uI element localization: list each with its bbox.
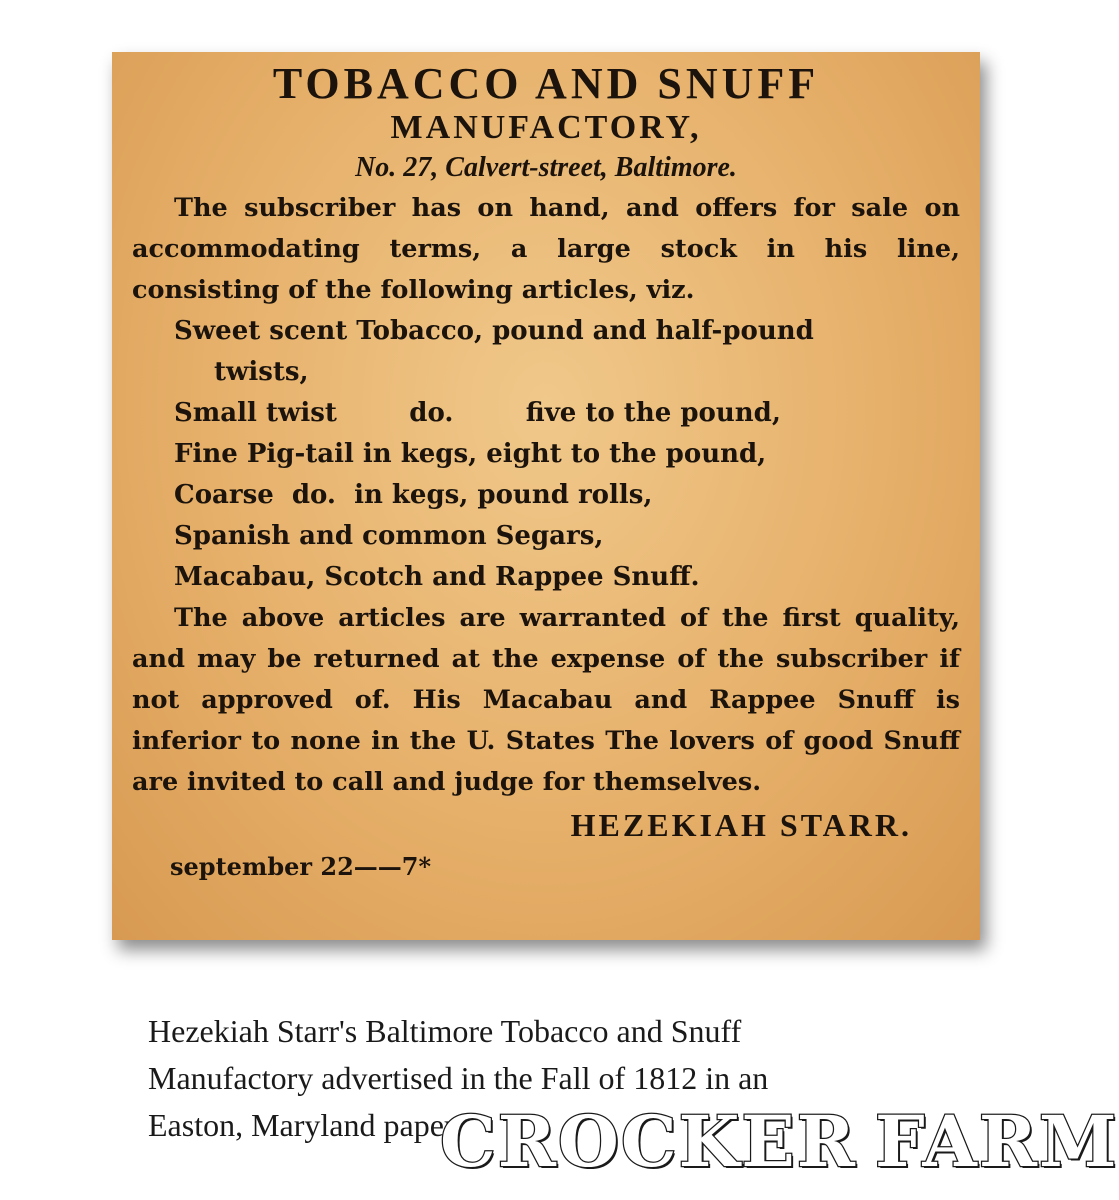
newspaper-clipping: [112, 52, 980, 940]
ad-signature: HEZEKIAH STARR.: [570, 807, 912, 843]
list-item: twists,: [214, 357, 309, 387]
ad-dateline: september 22——7*: [170, 852, 432, 881]
ad-intro-paragraph: The subscriber has on hand, and offers for sale on accommodating terms, a large stock in his line, consisting of the following articles, viz.: [132, 193, 960, 305]
list-item: Coarse do. in kegs, pound rolls,: [174, 480, 653, 510]
ad-subheading: MANUFACTORY,: [390, 109, 702, 146]
list-item: Fine Pig-tail in kegs, eight to the pound,: [174, 439, 767, 469]
caption-line: Hezekiah Starr's Baltimore Tobacco and Snuff: [148, 1013, 742, 1049]
caption-line: Manufactory advertised in the Fall of 1812 in an: [148, 1060, 769, 1096]
ad-body-paragraph: The above articles are warranted of the first quality, and may be returned at the expense of the subscriber if not approved of. His Macabau and Rappee Snuff is inferior to none in the U. States The lovers of good Snuff are invited to call and judge for themselves.: [132, 603, 960, 797]
ad-heading: TOBACCO AND SNUFF: [272, 59, 820, 108]
logo-word-farm: FARM: [874, 1099, 1119, 1183]
list-item: Small twist do. five to the pound,: [174, 398, 781, 428]
ad-address: No. 27, Calvert-street, Baltimore.: [355, 152, 737, 183]
ad-item-list: [132, 311, 960, 598]
logo-word-crocker: CROCKER: [440, 1099, 857, 1183]
list-item: Sweet scent Tobacco, pound and half-pound: [174, 316, 814, 346]
caption-line: Easton, Maryland paper.: [148, 1107, 461, 1143]
list-item: Spanish and common Segars,: [174, 521, 604, 551]
crocker-farm-logo: [440, 1098, 1119, 1184]
list-item: Macabau, Scotch and Rappee Snuff.: [174, 562, 700, 592]
